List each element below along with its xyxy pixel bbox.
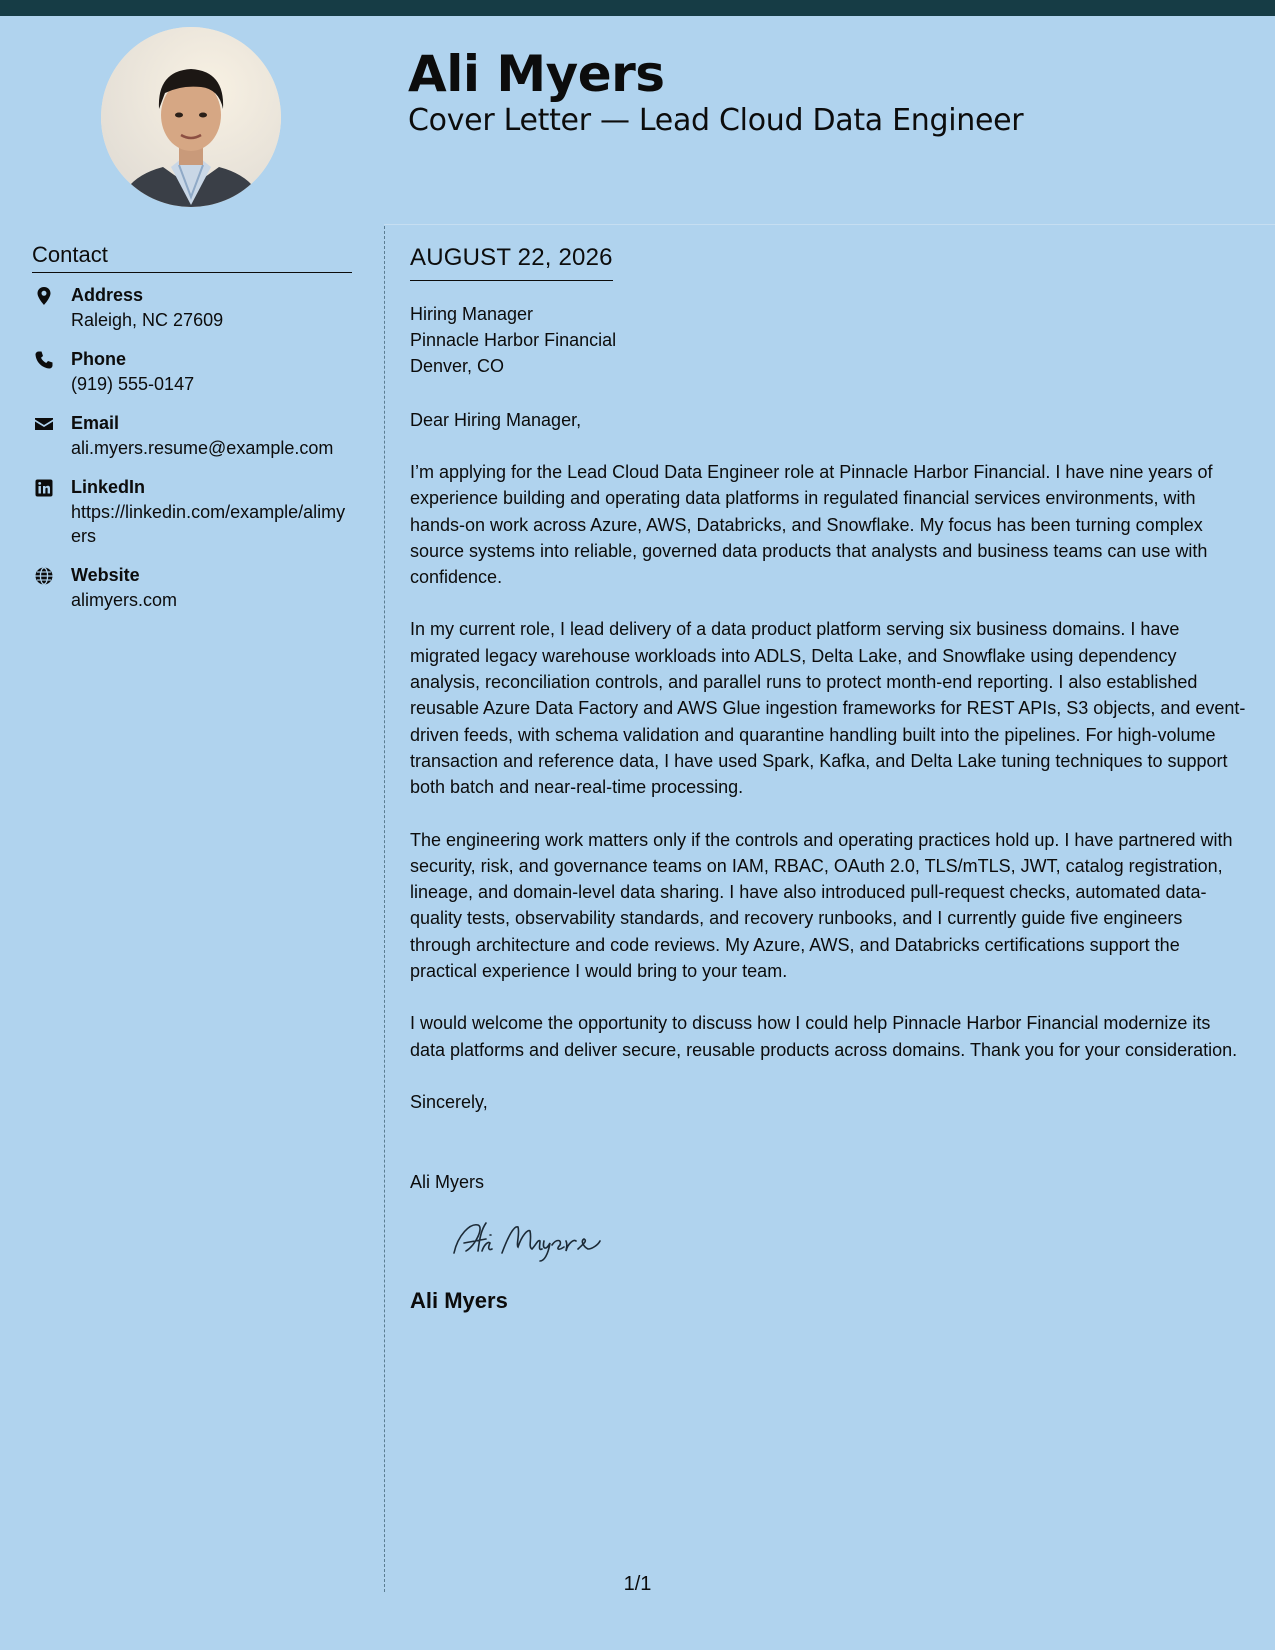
letter-paragraph: I would welcome the opportunity to discuss how I could help Pinnacle Harbor Financial modernize its data platforms and deliver secure, reusable products across domains. Thank you for your consideration.	[410, 1013, 1238, 1060]
signed-name: Ali Myers	[410, 1171, 485, 1192]
letter-paragraph: The engineering work matters only if the controls and operating practices hold up. I have partnered with security, risk, and governance teams on IAM, RBAC, OAuth 2.0, TLS/mTLS, JWT, catalog registration, lineage, and domain-level data sharing. I have also introduced pull-request checks, automated data-quality tests, observability standards, and recovery runbooks, and I currently guide five engineers through architecture and code reviews. My Azure, AWS, and Databricks certifications support the practical experience I would bring to your team.	[410, 829, 1233, 982]
contact-label: LinkedIn	[71, 477, 146, 497]
handwritten-signature	[448, 1215, 638, 1265]
letter-paragraph: I’m applying for the Lead Cloud Data Engineer role at Pinnacle Harbor Financial. I have nine years of experience building and operating data platforms in regulated financial services environments, with hands-on work across Azure, AWS, Databricks, and Snowflake. My focus has been turning complex source systems into reliable, governed data products that analysts and business teams can use with confidence.	[410, 462, 1213, 588]
letter-body	[410, 242, 1248, 1316]
recipient-line: Denver, CO	[410, 356, 505, 376]
contact-label: Email	[71, 413, 120, 433]
map-pin-icon	[34, 286, 54, 306]
contact-value: Raleigh, NC 27609	[71, 310, 224, 330]
closing: Sincerely,	[410, 1091, 488, 1112]
contact-website	[32, 563, 352, 612]
letter-date: AUGUST 22, 2026	[410, 242, 613, 281]
page-number: 1/1	[623, 1573, 652, 1595]
contact-address	[32, 283, 352, 332]
contact-value: ali.myers.resume@example.com	[71, 438, 334, 458]
contact-value: (919) 555-0147	[71, 374, 195, 394]
document-subtitle: Cover Letter — Lead Cloud Data Engineer	[408, 103, 1024, 138]
contact-email	[32, 411, 352, 460]
top-accent-bar	[0, 0, 1275, 16]
avatar	[101, 27, 281, 207]
recipient-line: Pinnacle Harbor Financial	[410, 330, 617, 350]
header-divider	[384, 224, 1275, 225]
contact-value: https://linkedin.com/example/alimyers	[71, 502, 346, 546]
phone-icon	[34, 350, 54, 370]
applicant-name: Ali Myers	[408, 45, 665, 103]
column-divider	[384, 226, 385, 1592]
footer-name: Ali Myers	[410, 1287, 508, 1313]
recipient-line: Hiring Manager	[410, 304, 534, 324]
contact-phone	[32, 347, 352, 396]
contact-linkedin	[32, 475, 352, 548]
contact-label: Website	[71, 565, 140, 585]
contact-label: Phone	[71, 349, 127, 369]
contact-label: Address	[71, 285, 144, 305]
contact-heading: Contact	[32, 240, 352, 273]
letter-paragraph: In my current role, I lead delivery of a data product platform serving six business domains. I have migrated legacy warehouse workloads into ADLS, Delta Lake, and Snowflake using dependency analysis, reconciliation controls, and parallel runs to protect month-end reporting. I also established reusable Azure Data Factory and AWS Glue ingestion frameworks for REST APIs, S3 objects, and event-driven feeds, with schema validation and quarantine handling built into the pipelines. For high-volume transaction and reference data, I have used Spark, Kafka, and Delta Lake tuning techniques to support both batch and near-real-time processing.	[410, 619, 1246, 798]
envelope-icon	[34, 414, 54, 434]
recipient-block	[410, 301, 1248, 379]
contact-sidebar	[32, 240, 352, 627]
globe-icon	[34, 566, 54, 586]
contact-value: alimyers.com	[71, 590, 178, 610]
salutation: Dear Hiring Manager,	[410, 410, 582, 430]
linkedin-icon	[34, 478, 54, 498]
